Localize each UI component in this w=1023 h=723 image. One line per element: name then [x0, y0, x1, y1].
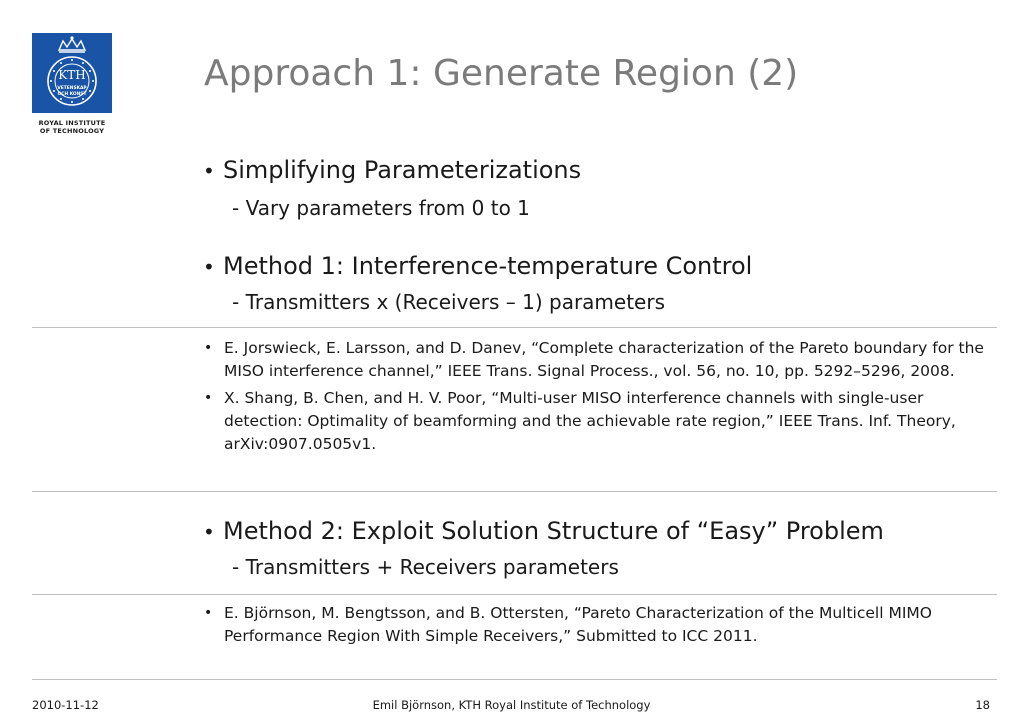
- bullet-dot-icon: •: [203, 255, 215, 279]
- divider: [32, 594, 997, 595]
- divider: [32, 327, 997, 328]
- slide-title: Approach 1: Generate Region (2): [204, 53, 799, 94]
- footer-date: 2010-11-12: [32, 698, 99, 712]
- bullet-2-sub: - Transmitters x (Receivers – 1) parameters: [232, 290, 665, 314]
- footer-author: Emil Björnson, KTH Royal Institute of Technology: [372, 698, 651, 712]
- divider: [32, 491, 997, 492]
- bullet-1: [203, 155, 581, 186]
- bullet-3-sub: - Transmitters + Receivers parameters: [232, 555, 619, 579]
- bullet-3: [203, 516, 884, 547]
- bullet-2: [203, 251, 752, 282]
- bullet-dot-icon: •: [204, 605, 213, 621]
- emblem-text-kth: KTH: [58, 68, 86, 82]
- bullet-dot-icon: •: [204, 340, 213, 356]
- bullet-dot-icon: •: [204, 390, 213, 406]
- bullet-2-text: Method 1: Interference-temperature Control: [223, 252, 753, 280]
- emblem-text-och-konst: OCH KONST: [57, 92, 87, 97]
- reference-text: E. Jorswieck, E. Larsson, and D. Danev, “Complete characterization of the Pareto boundary for the MISO interference channel,” IEEE Trans. Signal Process., vol. 56, no. 10, pp. 5292–5296, 2008.: [224, 339, 984, 380]
- kth-logo: [32, 33, 112, 113]
- logo-caption-line-1: ROYAL INSTITUTE: [38, 119, 106, 127]
- reference-item: [203, 387, 998, 456]
- reference-item: [203, 337, 998, 383]
- reference-list-1: [203, 337, 998, 460]
- logo-caption: [22, 119, 122, 135]
- divider: [32, 679, 997, 680]
- reference-text: E. Björnson, M. Bengtsson, and B. Ottersten, “Pareto Characterization of the Multicell MIMO Performance Region With Simple Receivers,” Submitted to ICC 2011.: [224, 604, 932, 645]
- footer-page-number: 18: [975, 698, 990, 712]
- logo-caption-line-2: OF TECHNOLOGY: [39, 127, 105, 135]
- bullet-dot-icon: •: [203, 159, 215, 183]
- bullet-3-text: Method 2: Exploit Solution Structure of “Easy” Problem: [223, 517, 884, 545]
- bullet-dot-icon: •: [203, 520, 215, 544]
- reference-text: X. Shang, B. Chen, and H. V. Poor, “Multi-user MISO interference channels with single-user detection: Optimality of beamforming and the achievable rate region,” IEEE Trans. Inf. Theory, arXiv:0907.0505v1.: [224, 389, 956, 453]
- reference-item: [203, 602, 998, 648]
- bullet-1-text: Simplifying Parameterizations: [223, 156, 582, 184]
- reference-list-2: [203, 602, 998, 652]
- kth-emblem-icon: [32, 33, 112, 113]
- bullet-1-sub: - Vary parameters from 0 to 1: [232, 196, 530, 220]
- emblem-text-vetenskap: VETENSKAP: [57, 86, 87, 91]
